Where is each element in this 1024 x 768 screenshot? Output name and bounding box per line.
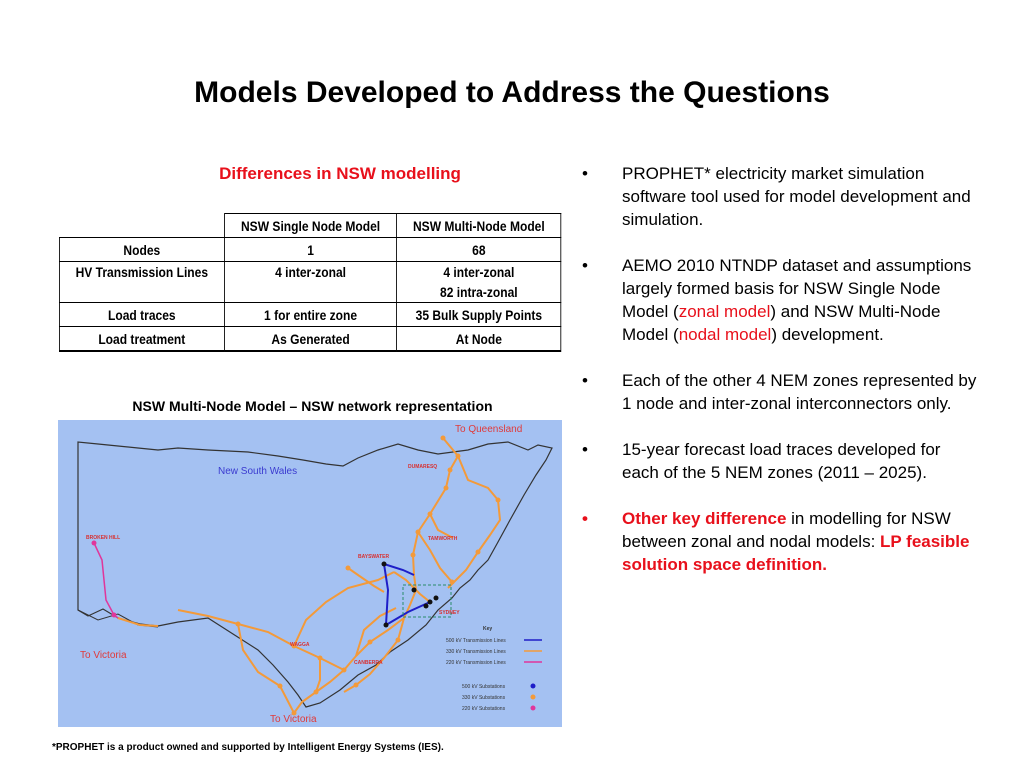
label-to-queensland: To Queensland (455, 424, 523, 435)
cell-multi: 68 (397, 238, 561, 262)
label-tamworth: TAMWORTH (428, 536, 458, 542)
key-sub-220kv-swatch (531, 706, 536, 711)
bullet-marker: • (582, 164, 588, 183)
cell-multi (397, 262, 561, 303)
bullet-highlight: nodal model (678, 325, 772, 344)
cell-multi-line1: 4 inter-zonal (443, 264, 515, 280)
footnote: *PROPHET is a product owned and supported by Intelligent Energy Systems (IES). (52, 742, 444, 753)
cell-multi: 35 Bulk Supply Points (397, 303, 561, 327)
row-label: Load traces (59, 303, 224, 327)
bullet-text: PROPHET* electricity market simulation software tool used for model development and simulation. (622, 164, 971, 229)
bullet-marker: • (582, 371, 588, 390)
table-row (59, 238, 560, 262)
label-sydney: SYDNEY (439, 610, 460, 616)
label-to-victoria-bottom: To Victoria (270, 714, 317, 725)
label-canberra: CANBERRA (354, 660, 383, 666)
cell-multi-line2: 82 intra-zonal (440, 284, 518, 300)
row-label: Load treatment (59, 327, 224, 352)
cell-single: As Generated (224, 327, 397, 352)
row-label: HV Transmission Lines (59, 262, 224, 303)
table-corner-cell (59, 214, 224, 238)
cell-single: 1 for entire zone (224, 303, 397, 327)
bullet-item (580, 254, 980, 346)
row-label: Nodes (59, 238, 224, 262)
lines-330kv (118, 438, 500, 713)
table-row (59, 327, 560, 352)
column-header-multi: NSW Multi-Node Model (397, 214, 561, 238)
label-wagga: WAGGA (290, 642, 310, 648)
key-sub-220kv-label: 220 kV Substations (462, 706, 506, 712)
differences-heading: Differences in NSW modelling (219, 164, 461, 183)
bullet-item (580, 162, 980, 231)
state-border (78, 442, 552, 707)
substations-500kv (382, 562, 439, 628)
nsw-network-map (58, 420, 562, 727)
bullet-highlight: Other key difference (622, 509, 787, 528)
key-sub-330kv-label: 330 kV Substations (462, 695, 506, 701)
key-sub-500kv-label: 500 kV Substations (462, 684, 506, 690)
cell-single: 1 (224, 238, 397, 262)
bullet-marker: • (582, 256, 588, 275)
key-title: Key (483, 626, 493, 632)
bullet-text: Each of the other 4 NEM zones represented by 1 node and inter-zonal interconnectors only. (622, 371, 977, 413)
slide-title: Models Developed to Address the Questions (194, 76, 830, 109)
bullet-item (580, 438, 980, 484)
label-dumaresq: DUMARESQ (408, 464, 438, 470)
map-caption: NSW Multi-Node Model – NSW network representation (132, 398, 493, 414)
bullet-text: AEMO 2010 NTNDP dataset and assumptions largely formed basis for NSW Single Node Model ( (622, 256, 972, 321)
bullet-marker: • (582, 440, 588, 459)
cell-multi: At Node (397, 327, 561, 352)
line-220kv (94, 543, 118, 618)
label-broken-hill: BROKEN HILL (86, 535, 121, 541)
bullet-text: 15-year forecast load traces developed for each of the 5 NEM zones (2011 – 2025). (622, 440, 941, 482)
map-key (446, 626, 542, 712)
bullet-list (580, 162, 980, 599)
bullet-highlight: zonal model (678, 302, 771, 321)
bullet-text: ) and NSW Multi-Node Model ( (622, 302, 941, 344)
bullet-text: in modelling for NSW between zonal and nodal models: (622, 509, 951, 551)
bullet-item (580, 369, 980, 415)
bullet-marker: • (582, 509, 588, 528)
label-to-victoria-left: To Victoria (80, 650, 127, 661)
network-map-svg (58, 420, 562, 727)
key-sub-500kv-swatch (531, 684, 536, 689)
key-line-500kv-label: 500 kV Transmission Lines (446, 638, 506, 644)
bullet-text: ) development. (771, 325, 884, 344)
label-bayswater: BAYSWATER (358, 554, 390, 560)
key-line-220kv-label: 220 kV Transmission Lines (446, 660, 506, 666)
column-header-single: NSW Single Node Model (224, 214, 397, 238)
key-line-330kv-label: 330 kV Transmission Lines (446, 649, 506, 655)
bullet-item (580, 507, 980, 576)
comparison-table (59, 213, 561, 352)
table-row (59, 262, 560, 303)
bullet-highlight: LP feasible solution space definition. (622, 532, 970, 574)
cell-single: 4 inter-zonal (224, 262, 397, 303)
key-sub-330kv-swatch (531, 695, 536, 700)
table-row (59, 303, 560, 327)
label-new-south-wales: New South Wales (218, 466, 298, 477)
table-header-row (59, 214, 560, 238)
